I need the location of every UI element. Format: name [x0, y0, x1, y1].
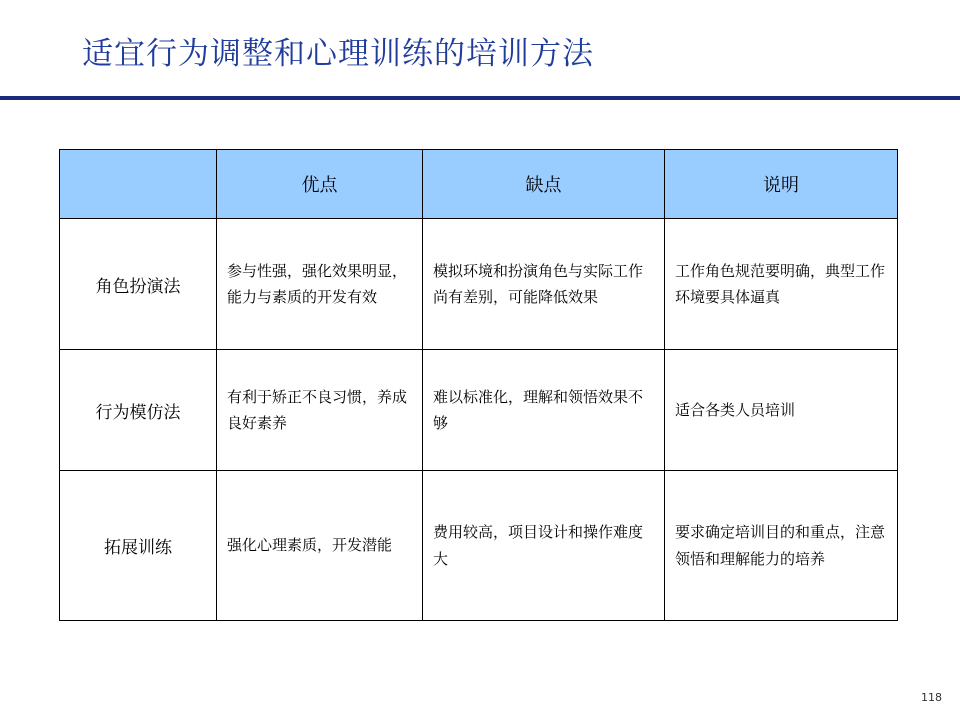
header-cell-cons: 缺点 — [423, 150, 665, 219]
header-cell-empty — [60, 150, 217, 219]
notes-cell: 适合各类人员培训 — [665, 350, 898, 471]
row-label: 行为模仿法 — [60, 350, 217, 471]
page-title: 适宜行为调整和心理训练的培训方法 — [82, 36, 594, 72]
table-row — [60, 219, 898, 350]
header-cell-notes: 说明 — [665, 150, 898, 219]
pros-cell: 有利于矫正不良习惯，养成良好素养 — [217, 350, 423, 471]
pros-cell: 强化心理素质，开发潜能 — [217, 471, 423, 621]
title-divider — [0, 96, 960, 100]
cons-cell: 难以标准化，理解和领悟效果不够 — [423, 350, 665, 471]
notes-cell: 工作角色规范要明确，典型工作环境要具体逼真 — [665, 219, 898, 350]
table-row — [60, 350, 898, 471]
table-header-row — [60, 150, 898, 219]
table-row — [60, 471, 898, 621]
row-label: 角色扮演法 — [60, 219, 217, 350]
cons-cell: 模拟环境和扮演角色与实际工作尚有差别，可能降低效果 — [423, 219, 665, 350]
header-cell-pros: 优点 — [217, 150, 423, 219]
notes-cell: 要求确定培训目的和重点，注意领悟和理解能力的培养 — [665, 471, 898, 621]
row-label: 拓展训练 — [60, 471, 217, 621]
cons-cell: 费用较高，项目设计和操作难度大 — [423, 471, 665, 621]
pros-cell: 参与性强，强化效果明显，能力与素质的开发有效 — [217, 219, 423, 350]
page-number: 118 — [921, 691, 942, 704]
comparison-table — [59, 149, 898, 621]
